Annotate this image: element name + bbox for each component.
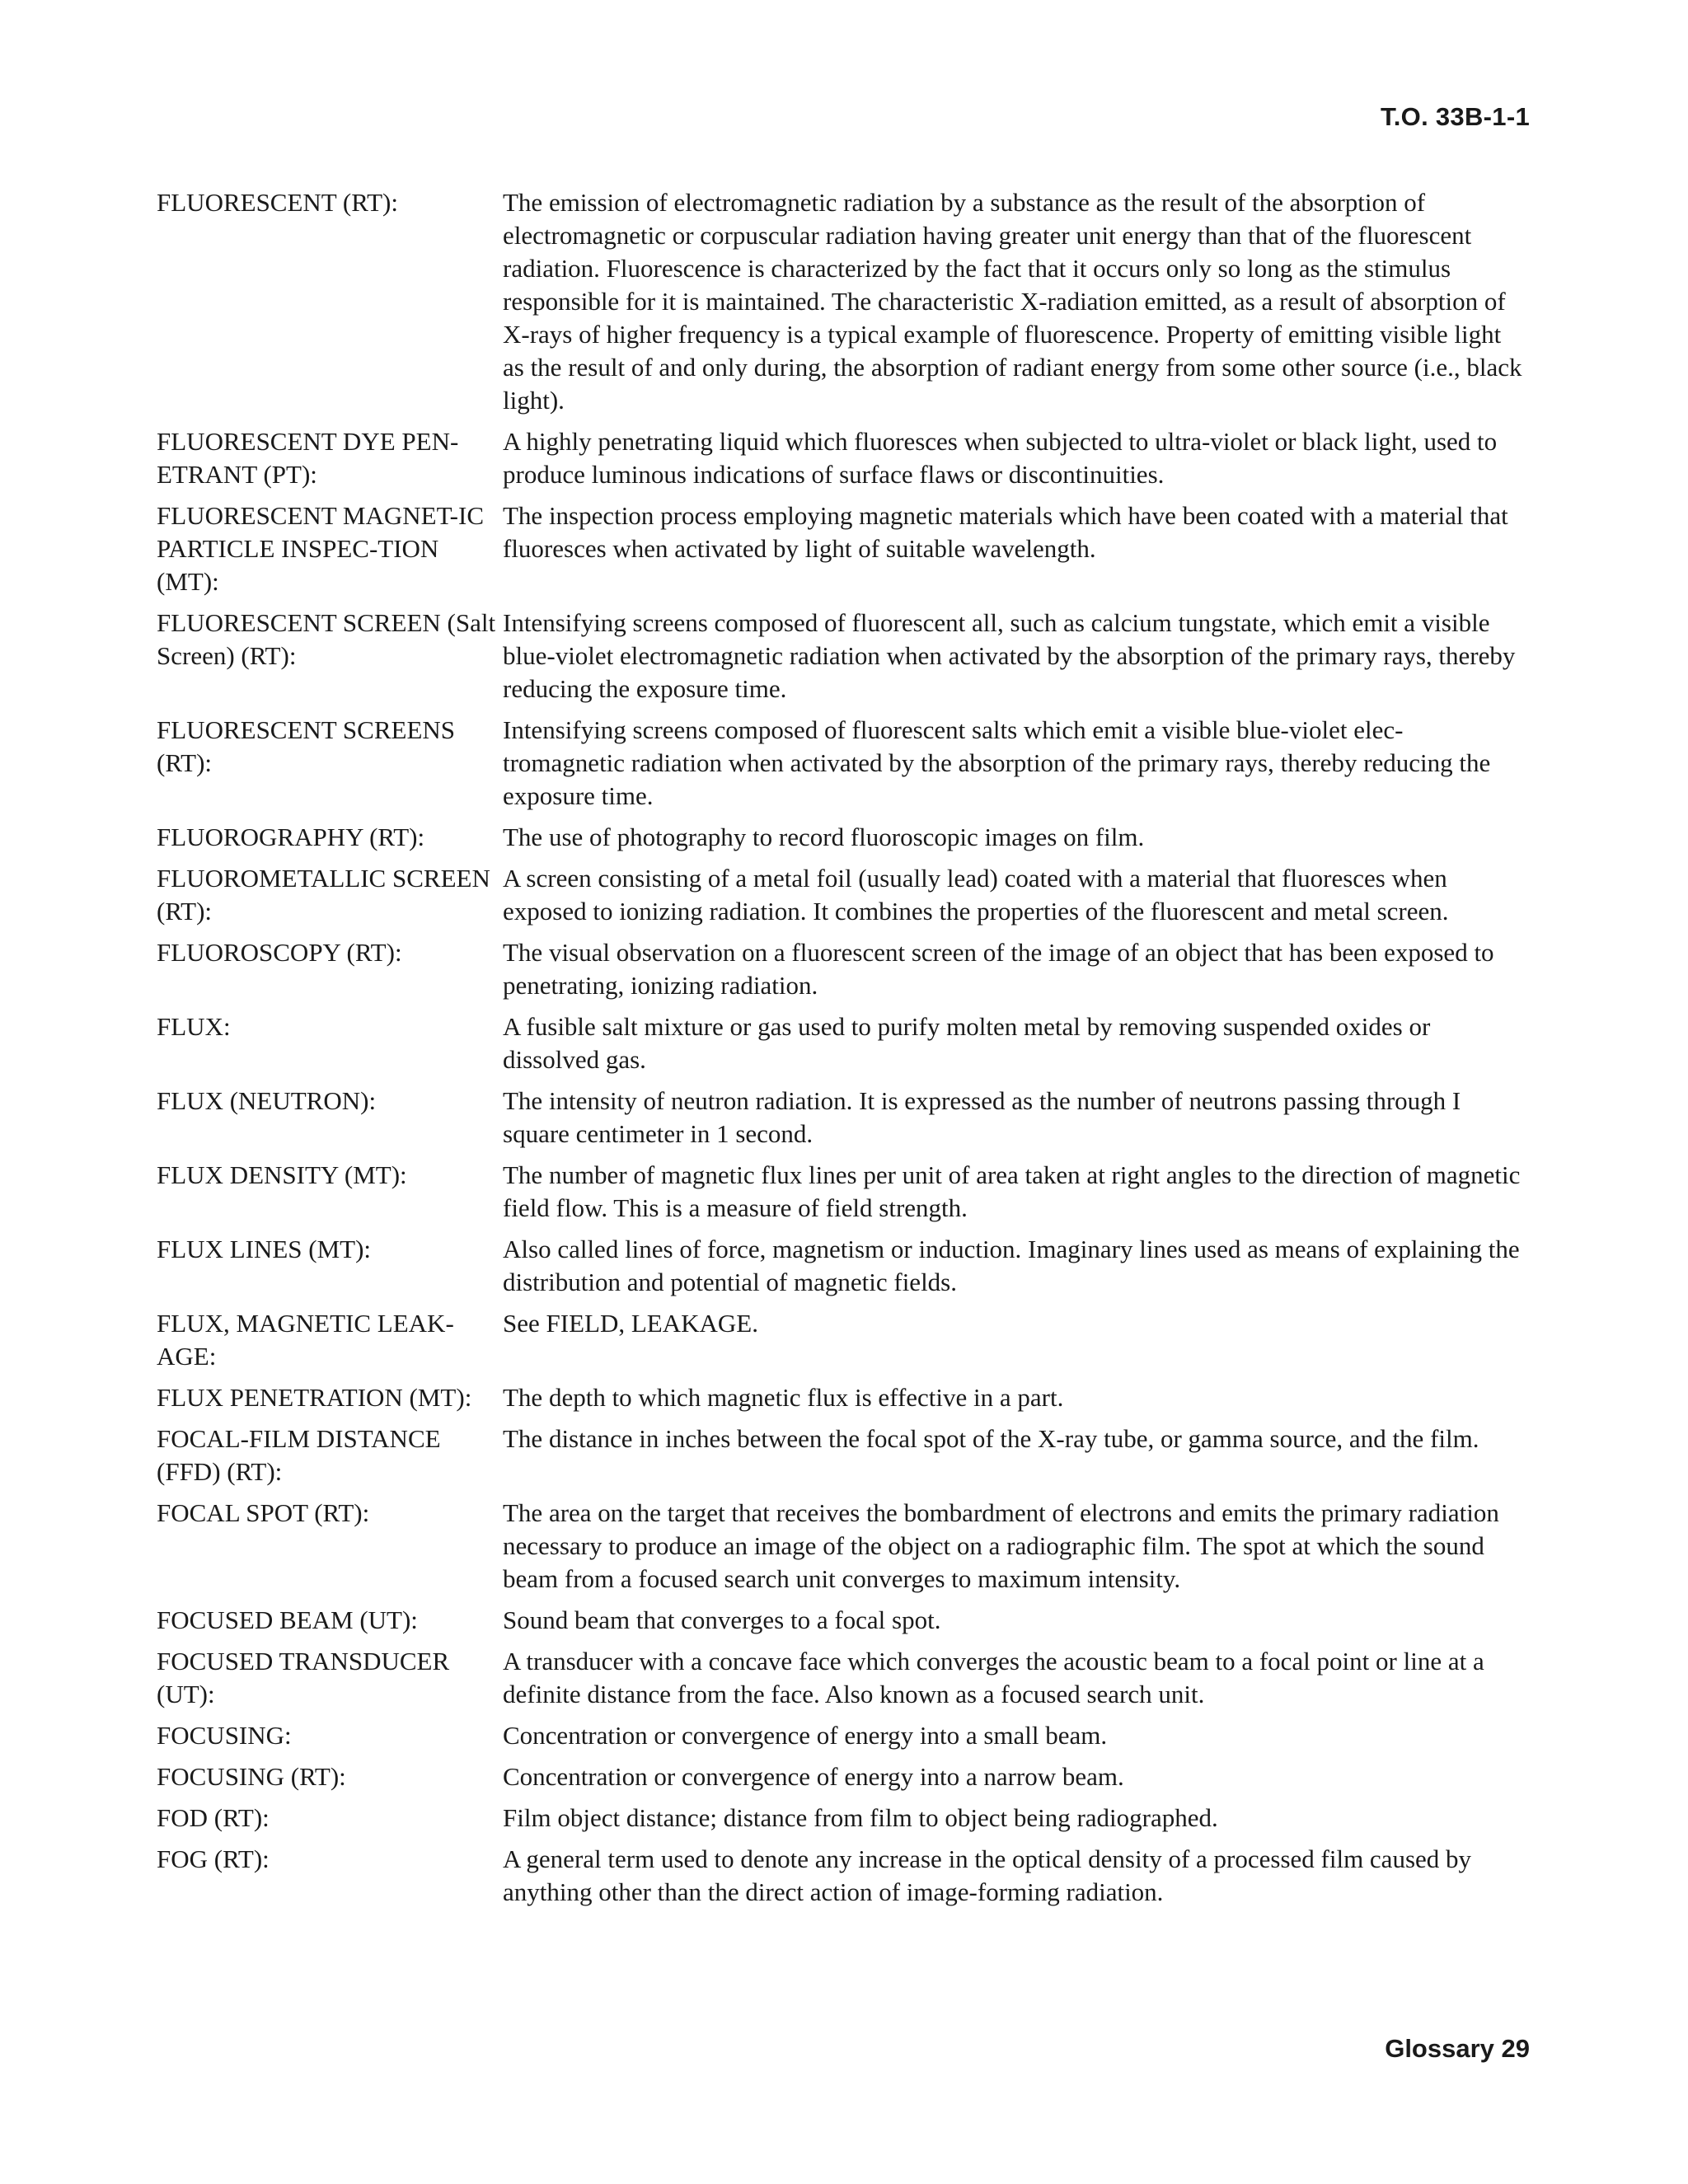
glossary-term: FLUOROMETALLIC SCREEN (RT):: [157, 864, 490, 926]
glossary-definition: The visual observation on a fluorescent screen of the image of an object that has been exposed to penetrating, ionizing radiation.: [503, 938, 1494, 1000]
glossary-entry: [157, 607, 1525, 705]
glossary-term: FOCUSING:: [157, 1721, 292, 1750]
glossary-entry: [157, 1604, 1525, 1637]
glossary-definition: A highly penetrating liquid which fluoresces when subjected to ultra-violet or black light, used to produce luminous indications of surface flaws or discontinuities.: [503, 427, 1498, 489]
glossary-definition: Sound beam that converges to a focal spot.: [503, 1605, 941, 1634]
glossary-term: FOG (RT):: [157, 1844, 270, 1873]
glossary-term: FOD (RT):: [157, 1803, 270, 1832]
glossary-entry: [157, 1760, 1525, 1793]
glossary-term: FLUX, MAGNETIC LEAK-AGE:: [157, 1309, 454, 1371]
glossary-definition: The use of photography to record fluoroscopic images on film.: [503, 823, 1145, 851]
glossary-entry: [157, 1645, 1525, 1711]
glossary-entry: [157, 1381, 1525, 1414]
glossary-definition: Intensifying screens composed of fluorescent all, such as calcium tungstate, which emit a visible blue-violet electromagnetic radiation when activated by the absorption of the primary rays, thereby reducing the exposure time.: [503, 608, 1516, 703]
glossary-term: FOCAL-FILM DISTANCE (FFD) (RT):: [157, 1424, 441, 1486]
glossary-term: FOCUSED TRANSDUCER (UT):: [157, 1647, 450, 1708]
document-id: T.O. 33B-1-1: [1380, 102, 1530, 131]
glossary-term: FOCUSED BEAM (UT):: [157, 1605, 418, 1634]
glossary-definition: The number of magnetic flux lines per unit of area taken at right angles to the direction of magnetic field flow. This is a measure of field strength.: [503, 1160, 1521, 1222]
glossary-definition: The emission of electromagnetic radiation by a substance as the result of the absorption of electromagnetic or corpuscular radiation having greater unit energy than that of the fluorescent radiation. Fluorescence is characterized by the fact that it occurs only so long as the stimulus responsible for it is maintained. The characteristic X-radiation emitted, as a result of absorption of X-rays of higher frequency is a typical example of fluorescence. Property of emitting visible light as the result of and only during, the absorption of radiant energy from some other source (i.e., black light).: [503, 188, 1522, 415]
glossary-definition: See FIELD, LEAKAGE.: [503, 1309, 758, 1338]
glossary-entry: [157, 425, 1525, 491]
glossary-term: FLUORESCENT DYE PEN-ETRANT (PT):: [157, 427, 459, 489]
glossary-term: FLUOROSCOPY (RT):: [157, 938, 402, 967]
glossary-list: [157, 186, 1525, 1917]
glossary-term: FLUX PENETRATION (MT):: [157, 1383, 472, 1412]
glossary-entry: [157, 1843, 1525, 1909]
glossary-entry: [157, 1085, 1525, 1151]
glossary-term: FLUOROGRAPHY (RT):: [157, 823, 425, 851]
glossary-entry: [157, 499, 1525, 598]
glossary-definition: Concentration or convergence of energy into a small beam.: [503, 1721, 1108, 1750]
glossary-entry: [157, 1497, 1525, 1596]
glossary-term: FLUORESCENT SCREENS (RT):: [157, 715, 456, 777]
glossary-definition: The depth to which magnetic flux is effective in a part.: [503, 1383, 1064, 1412]
glossary-entry: [157, 936, 1525, 1002]
glossary-definition: A fusible salt mixture or gas used to purify molten metal by removing suspended oxides or dissolved gas.: [503, 1012, 1431, 1074]
glossary-entry: [157, 1010, 1525, 1076]
glossary-entry: [157, 1307, 1525, 1373]
glossary-entry: [157, 1802, 1525, 1835]
glossary-definition: Concentration or convergence of energy into a narrow beam.: [503, 1762, 1124, 1791]
glossary-entry: [157, 1719, 1525, 1752]
glossary-definition: Film object distance; distance from film to object being radiographed.: [503, 1803, 1218, 1832]
glossary-entry: [157, 186, 1525, 417]
glossary-definition: Also called lines of force, magnetism or induction. Imaginary lines used as means of explaining the distribution and potential of magnetic fields.: [503, 1235, 1520, 1296]
glossary-definition: The distance in inches between the focal spot of the X-ray tube, or gamma source, and the film.: [503, 1424, 1479, 1453]
glossary-term: FLUX:: [157, 1012, 231, 1041]
glossary-term: FOCUSING (RT):: [157, 1762, 346, 1791]
glossary-definition: Intensifying screens composed of fluorescent salts which emit a visible blue-violet elec-tromagnetic radiation when activated by the absorption of the primary rays, thereby reducing the exposure time.: [503, 715, 1491, 810]
glossary-entry: [157, 714, 1525, 813]
glossary-term: FLUX LINES (MT):: [157, 1235, 372, 1263]
glossary-term: FLUX DENSITY (MT):: [157, 1160, 407, 1189]
glossary-term: FLUORESCENT MAGNET-IC PARTICLE INSPEC-TION (MT):: [157, 501, 485, 596]
glossary-entry: [157, 821, 1525, 854]
glossary-entry: [157, 862, 1525, 928]
glossary-definition: The area on the target that receives the bombardment of electrons and emits the primary radiation necessary to produce an image of the object on a radiographic film. The spot at which the sound beam from a focused search unit converges to maximum intensity.: [503, 1498, 1499, 1593]
glossary-term: FLUORESCENT SCREEN (Salt Screen) (RT):: [157, 608, 496, 670]
glossary-term: FOCAL SPOT (RT):: [157, 1498, 370, 1527]
glossary-definition: The inspection process employing magnetic materials which have been coated with a material that fluoresces when activated by light of suitable wavelength.: [503, 501, 1508, 563]
glossary-definition: A general term used to denote any increase in the optical density of a processed film caused by anything other than the direct action of image-forming radiation.: [503, 1844, 1472, 1906]
glossary-definition: A screen consisting of a metal foil (usually lead) coated with a material that fluoresces when exposed to ionizing radiation. It combines the properties of the fluorescent and metal screen.: [503, 864, 1449, 926]
glossary-definition: A transducer with a concave face which converges the acoustic beam to a focal point or line at a definite distance from the face. Also known as a focused search unit.: [503, 1647, 1484, 1708]
glossary-entry: [157, 1422, 1525, 1488]
glossary-entry: [157, 1233, 1525, 1299]
glossary-term: FLUX (NEUTRON):: [157, 1086, 377, 1115]
glossary-definition: The intensity of neutron radiation. It is expressed as the number of neutrons passing through I square centimeter in 1 second.: [503, 1086, 1461, 1148]
glossary-entry: [157, 1159, 1525, 1225]
glossary-term: FLUORESCENT (RT):: [157, 188, 398, 217]
page-number: Glossary 29: [1385, 2034, 1530, 2063]
